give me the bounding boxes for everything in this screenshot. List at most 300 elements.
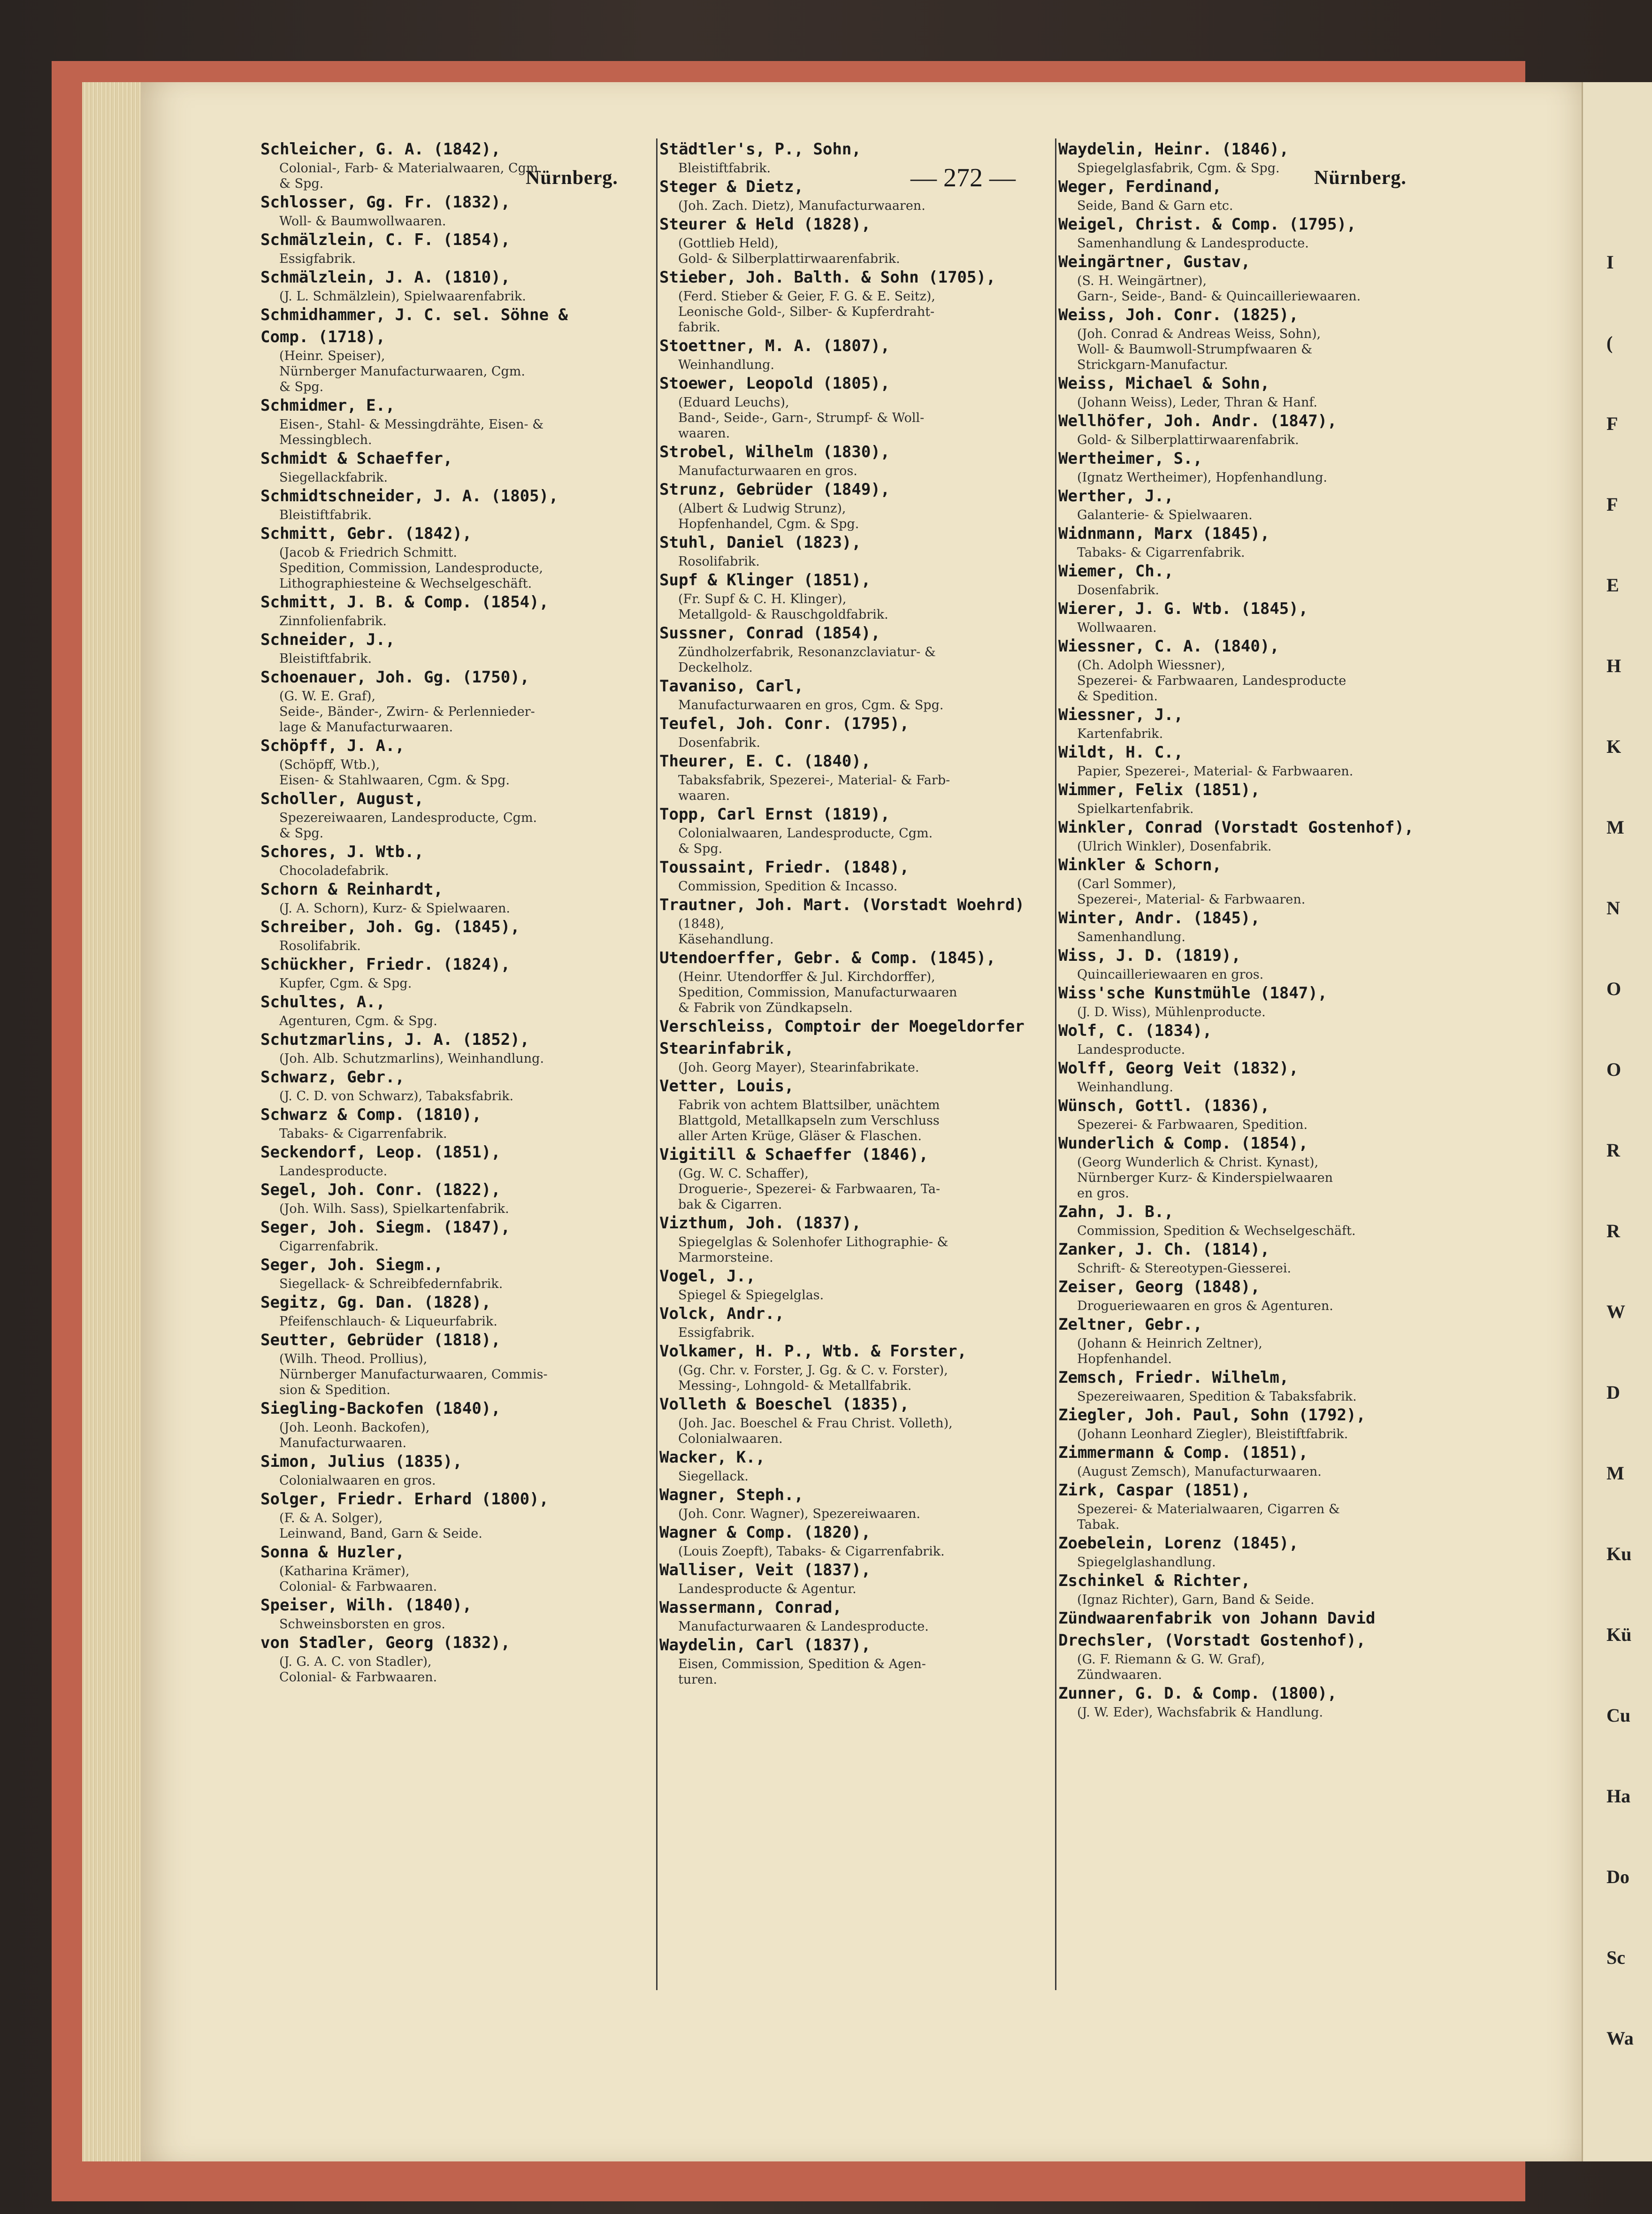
firm-name: Schmitt, Gebr. (1842), <box>260 524 472 543</box>
directory-entry <box>659 1075 1040 1144</box>
firm-name: Wacker, K., <box>659 1448 765 1467</box>
firm-detail: Spiegelglasfabrik, Cgm. & Spg. <box>1077 161 1280 176</box>
firm-detail: lage & Manufacturwaaren. <box>279 720 453 735</box>
directory-entry <box>1058 1367 1431 1404</box>
firm-detail: Samenhandlung. <box>1077 930 1186 944</box>
firm-name: Wildt, H. C., <box>1058 743 1184 762</box>
firm-detail: (Joh. Conrad & Andreas Weiss, Sohn), <box>1077 327 1321 341</box>
directory-entry <box>1058 854 1431 907</box>
firm-detail: (Louis Zoepft), Tabaks- & Cigarrenfabrik. <box>678 1544 945 1559</box>
firm-name: Stieber, Joh. Balth. & Sohn (1705), <box>659 268 996 287</box>
directory-entry <box>260 629 641 666</box>
firm-detail: Manufacturwaaren & Landesproducte. <box>678 1619 929 1634</box>
firm-name: Toussaint, Friedr. (1848), <box>659 858 910 877</box>
directory-entry <box>659 441 1040 479</box>
firm-detail: (J. L. Schmälzlein), Spielwaarenfabrik. <box>279 289 526 304</box>
firm-detail: Nürnberger Kurz- & Kinderspielwaaren <box>1077 1171 1333 1185</box>
firm-detail: Colonialwaaren. <box>678 1432 783 1446</box>
firm-name: Wiss, J. D. (1819), <box>1058 946 1241 965</box>
adjacent-page-letter: E <box>1606 575 1619 596</box>
firm-name: Vetter, Louis, <box>659 1077 794 1096</box>
firm-detail: Messingblech. <box>279 433 372 447</box>
directory-entry <box>260 1398 641 1451</box>
firm-name: Seger, Joh. Siegm., <box>260 1256 443 1274</box>
firm-name: Waydelin, Heinr. (1846), <box>1058 140 1289 159</box>
directory-column-3 <box>1058 138 1431 1720</box>
firm-name: Stearinfabrik, <box>659 1039 794 1058</box>
directory-entry <box>260 991 641 1029</box>
firm-name: Schmidt & Schaeffer, <box>260 449 453 468</box>
firm-detail: (Albert & Ludwig Strunz), <box>678 501 846 516</box>
firm-name: Teufel, Joh. Conr. (1795), <box>659 714 910 733</box>
firm-name: Wagner & Comp. (1820), <box>659 1523 871 1542</box>
firm-detail: Kartenfabrik. <box>1077 727 1163 741</box>
firm-detail: (Johann Leonhard Ziegler), Bleistiftfabrik. <box>1077 1427 1348 1441</box>
directory-entry <box>659 1212 1040 1265</box>
firm-detail: (Katharina Krämer), <box>279 1564 410 1578</box>
firm-detail: Rosolifabrik. <box>678 554 760 569</box>
firm-detail: & Spg. <box>279 380 324 394</box>
adjacent-page-letter: M <box>1606 1463 1624 1484</box>
firm-name: Trautner, Joh. Mart. (Vorstadt Woehrd) <box>659 896 1025 914</box>
firm-detail: Colonialwaaren, Landesproducte, Cgm. <box>678 826 933 841</box>
header-city-right: Nürnberg. <box>1314 167 1407 189</box>
firm-detail: Weinhandlung. <box>678 358 774 372</box>
firm-detail: (Schöpff, Wtb.), <box>279 758 380 772</box>
firm-detail: Colonial- & Farbwaaren. <box>279 1670 437 1685</box>
firm-name: Seutter, Gebrüder (1818), <box>260 1331 501 1349</box>
firm-name: Verschleiss, Comptoir der Moegeldorfer <box>659 1017 1025 1036</box>
firm-detail: Spiegelglashandlung. <box>1077 1555 1216 1570</box>
firm-detail: Zündholzerfabrik, Resonanzclaviatur- & <box>678 645 936 659</box>
adjacent-page-letter: O <box>1606 978 1621 999</box>
firm-name: Topp, Carl Ernst (1819), <box>659 805 890 824</box>
firm-name: Zunner, G. D. & Comp. (1800), <box>1058 1684 1337 1703</box>
firm-name: Winkler, Conrad (Vorstadt Gostenhof), <box>1058 818 1414 837</box>
firm-detail: (Gottlieb Held), <box>678 236 779 251</box>
firm-detail: waaren. <box>678 789 730 803</box>
firm-name: Schores, J. Wtb., <box>260 843 424 861</box>
firm-name: Wimmer, Felix (1851), <box>1058 781 1260 799</box>
firm-detail: Spezereiwaaren, Landesproducte, Cgm. <box>279 811 537 825</box>
firm-detail: Drogueriewaaren en gros & Agenturen. <box>1077 1299 1333 1313</box>
directory-entry <box>659 373 1040 441</box>
adjacent-page-letter: Ku <box>1606 1543 1632 1564</box>
directory-entry <box>1058 214 1431 251</box>
firm-detail: (Ferd. Stieber & Geier, F. G. & E. Seitz), <box>678 289 935 304</box>
firm-name: Wunderlich & Comp. (1854), <box>1058 1134 1308 1153</box>
directory-entry <box>260 138 641 192</box>
firm-detail: (G. F. Riemann & G. W. Graf), <box>1077 1652 1265 1667</box>
column-divider <box>1055 138 1056 1990</box>
directory-entry <box>1058 598 1431 636</box>
firm-detail: Nürnberger Manufacturwaaren, Cgm. <box>279 364 525 379</box>
directory-entry <box>260 1329 641 1398</box>
firm-detail: Leonische Gold-, Silber- & Kupferdraht- <box>678 305 935 319</box>
firm-detail: (Joh. Conr. Wagner), Spezereiwaaren. <box>678 1507 920 1521</box>
firm-name: Supf & Klinger (1851), <box>659 571 871 590</box>
directory-entry <box>659 1144 1040 1212</box>
firm-detail: Commission, Spedition & Incasso. <box>678 879 898 894</box>
firm-name: Schwarz & Comp. (1810), <box>260 1105 482 1124</box>
firm-name: Seckendorf, Leop. (1851), <box>260 1143 501 1162</box>
directory-entry <box>1058 138 1431 176</box>
firm-detail: Landesproducte & Agentur. <box>678 1582 857 1596</box>
firm-detail: Wollwaaren. <box>1077 621 1157 635</box>
firm-name: Siegling-Backofen (1840), <box>260 1399 501 1418</box>
directory-entry <box>260 485 641 523</box>
firm-name: Schmidtschneider, J. A. (1805), <box>260 487 558 506</box>
directory-entry <box>1058 373 1431 410</box>
adjacent-page-letter: W <box>1606 1301 1625 1322</box>
directory-entry <box>260 916 641 954</box>
firm-detail: Blattgold, Metallkapseln zum Verschluss <box>678 1113 940 1128</box>
firm-detail: Papier, Spezerei-, Material- & Farbwaaren. <box>1077 764 1354 779</box>
firm-name: Scholler, August, <box>260 789 424 808</box>
directory-entry <box>1058 410 1431 448</box>
firm-detail: Seide-, Bänder-, Zwirn- & Perlennieder- <box>279 705 535 719</box>
firm-detail: Zündwaaren. <box>1077 1668 1162 1682</box>
directory-entry <box>260 1179 641 1217</box>
directory-entry <box>1058 523 1431 560</box>
firm-name: Steurer & Held (1828), <box>659 215 871 234</box>
firm-detail: (1848), <box>678 917 725 931</box>
directory-entry <box>1058 945 1431 982</box>
firm-name: Schückher, Friedr. (1824), <box>260 955 511 974</box>
firm-detail: Essigfabrik. <box>279 252 356 266</box>
firm-name: Stuhl, Daniel (1823), <box>659 533 861 552</box>
adjacent-page-letter: R <box>1606 1220 1620 1241</box>
directory-entry <box>260 1029 641 1066</box>
firm-detail: Käsehandlung. <box>678 932 774 947</box>
firm-name: Zahn, J. B., <box>1058 1203 1174 1221</box>
firm-detail: Fabrik von achtem Blattsilber, unächtem <box>678 1098 940 1112</box>
firm-detail: (Wilh. Theod. Prollius), <box>279 1352 428 1366</box>
directory-entry <box>260 1292 641 1329</box>
directory-entry <box>260 1217 641 1254</box>
firm-detail: Leinwand, Band, Garn & Seide. <box>279 1526 482 1541</box>
firm-detail: Essigfabrik. <box>678 1325 755 1340</box>
firm-name: Wünsch, Gottl. (1836), <box>1058 1096 1270 1115</box>
adjacent-page-letter: H <box>1606 655 1621 676</box>
firm-detail: Manufacturwaaren en gros. <box>678 464 857 478</box>
firm-detail: bak & Cigarren. <box>678 1197 782 1212</box>
directory-entry <box>1058 1133 1431 1201</box>
header-city-left: Nürnberg. <box>526 167 618 189</box>
firm-detail: (Gg. Chr. v. Forster, J. Gg. & C. v. Forster), <box>678 1363 948 1378</box>
directory-column-2 <box>659 138 1040 1687</box>
firm-detail: Tabak. <box>1077 1517 1120 1532</box>
firm-detail: (Heinr. Utendorffer & Jul. Kirchdorffer), <box>678 970 935 984</box>
directory-entry <box>1058 779 1431 817</box>
directory-entry <box>260 954 641 991</box>
firm-detail: Strickgarn-Manufactur. <box>1077 358 1228 372</box>
firm-detail: & Fabrik von Zündkapseln. <box>678 1001 853 1015</box>
directory-entry <box>1058 1479 1431 1532</box>
firm-name: Schmidmer, E., <box>260 396 395 415</box>
directory-entry <box>1058 704 1431 742</box>
directory-entry <box>1058 1630 1431 1683</box>
firm-name: Schwarz, Gebr., <box>260 1068 405 1087</box>
firm-detail: (Joh. Alb. Schutzmarlins), Weinhandlung. <box>279 1051 544 1066</box>
firm-detail: Manufacturwaaren en gros, Cgm. & Spg. <box>678 698 944 712</box>
firm-detail: Siegellackfabrik. <box>279 470 388 485</box>
firm-name: Wassermann, Conrad, <box>659 1598 842 1617</box>
firm-detail: Eisen-, Stahl- & Messingdrähte, Eisen- & <box>279 417 544 432</box>
firm-name: Weiss, Joh. Conr. (1825), <box>1058 306 1299 324</box>
firm-detail: Metallgold- & Rauschgoldfabrik. <box>678 607 888 622</box>
firm-detail: Agenturen, Cgm. & Spg. <box>279 1014 437 1028</box>
firm-name: Wierer, J. G. Wtb. (1845), <box>1058 599 1308 618</box>
firm-name: Schultes, A., <box>260 993 386 1011</box>
firm-name: Weingärtner, Gustav, <box>1058 253 1251 271</box>
firm-detail: Band-, Seide-, Garn-, Strumpf- & Woll- <box>678 411 925 425</box>
adjacent-page-letter: O <box>1606 1059 1621 1080</box>
firm-name: Schutzmarlins, J. A. (1852), <box>260 1030 530 1049</box>
firm-name: Widnmann, Marx (1845), <box>1058 524 1270 543</box>
firm-detail: (J. A. Schorn), Kurz- & Spielwaaren. <box>279 901 510 916</box>
directory-entry <box>1058 1683 1431 1720</box>
directory-entry <box>260 841 641 879</box>
firm-detail: (Jacob & Friedrich Schmitt. <box>279 545 458 560</box>
firm-detail: Hopfenhandel. <box>1077 1352 1172 1366</box>
directory-entry <box>1058 907 1431 945</box>
firm-name: Wagner, Steph., <box>659 1486 804 1504</box>
firm-detail: Spedition, Commission, Manufacturwaaren <box>678 985 957 1000</box>
directory-entry <box>260 1451 641 1488</box>
directory-entry <box>260 326 641 395</box>
firm-detail: (Ch. Adolph Wiessner), <box>1077 658 1225 673</box>
firm-name: von Stadler, Georg (1832), <box>260 1633 511 1652</box>
directory-entry <box>1058 176 1431 214</box>
firm-detail: Tabaksfabrik, Spezerei-, Material- & Farb- <box>678 773 950 788</box>
firm-name: Segitz, Gg. Dan. (1828), <box>260 1293 491 1312</box>
firm-detail: Siegellack. <box>678 1469 749 1484</box>
firm-detail: Eisen- & Stahlwaaren, Cgm. & Spg. <box>279 773 510 788</box>
directory-entry <box>659 1559 1040 1597</box>
firm-name: Segel, Joh. Conr. (1822), <box>260 1180 501 1199</box>
firm-detail: (Ulrich Winkler), Dosenfabrik. <box>1077 839 1272 854</box>
firm-name: Wolff, Georg Veit (1832), <box>1058 1059 1299 1078</box>
firm-detail: (August Zemsch), Manufacturwaaren. <box>1077 1464 1322 1479</box>
firm-name: Zimmermann & Comp. (1851), <box>1058 1443 1308 1462</box>
firm-detail: (S. H. Weingärtner), <box>1077 274 1207 288</box>
directory-entry <box>260 448 641 485</box>
firm-name: Volck, Andr., <box>659 1304 785 1323</box>
firm-detail: Cigarrenfabrik. <box>279 1239 379 1254</box>
adjacent-page-letter: Sc <box>1606 1947 1625 1968</box>
firm-name: Theurer, E. C. (1840), <box>659 752 871 771</box>
firm-name: Schöpff, J. A., <box>260 736 405 755</box>
firm-name: Volleth & Boeschel (1835), <box>659 1395 910 1414</box>
firm-name: Walliser, Veit (1837), <box>659 1561 871 1579</box>
firm-name: Sonna & Huzler, <box>260 1543 405 1562</box>
directory-entry <box>659 1394 1040 1447</box>
firm-name: Zoebelein, Lorenz (1845), <box>1058 1534 1299 1553</box>
firm-detail: Hopfenhandel, Cgm. & Spg. <box>678 517 859 531</box>
firm-detail: & Spg. <box>678 842 723 856</box>
firm-name: Schoenauer, Joh. Gg. (1750), <box>260 668 530 687</box>
firm-detail: (Joh. Zach. Dietz), Manufacturwaaren. <box>678 199 925 213</box>
firm-name: Ziegler, Joh. Paul, Sohn (1792), <box>1058 1406 1366 1425</box>
firm-name: Schmälzlein, C. F. (1854), <box>260 230 511 249</box>
firm-detail: Spielkartenfabrik. <box>1077 802 1194 816</box>
firm-name: Zirk, Caspar (1851), <box>1058 1481 1251 1500</box>
firm-detail: Zinnfolienfabrik. <box>279 614 387 628</box>
firm-name: Winkler & Schorn, <box>1058 856 1222 874</box>
firm-detail: Tabaks- & Cigarrenfabrik. <box>1077 545 1245 560</box>
firm-detail: (Johann & Heinrich Zeltner), <box>1077 1336 1262 1351</box>
firm-detail: Tabaks- & Cigarrenfabrik. <box>279 1126 447 1141</box>
directory-entry <box>659 1447 1040 1484</box>
firm-detail: (Carl Sommer), <box>1077 877 1177 891</box>
firm-detail: Pfeifenschlauch- & Liqueurfabrik. <box>279 1314 497 1329</box>
firm-detail: Spedition, Commission, Landesproducte, <box>279 561 543 575</box>
directory-entry <box>260 192 641 229</box>
firm-detail: (J. G. A. C. von Stadler), <box>279 1655 432 1669</box>
firm-name: Vigitill & Schaeffer (1846), <box>659 1145 929 1164</box>
firm-detail: Spezerei- & Farbwaaren, Spedition. <box>1077 1118 1308 1132</box>
firm-detail: Spezerei- & Farbwaaren, Landesproducte <box>1077 674 1346 688</box>
firm-detail: Lithographiesteine & Wechselgeschäft. <box>279 576 532 591</box>
directory-entry <box>659 1634 1040 1687</box>
firm-detail: Deckelholz. <box>678 660 753 675</box>
directory-entry <box>260 735 641 788</box>
firm-name: Weger, Ferdinand, <box>1058 177 1222 196</box>
firm-detail: Landesproducte. <box>279 1164 388 1179</box>
directory-entry <box>659 1341 1040 1394</box>
firm-detail: Kupfer, Cgm. & Spg. <box>279 976 412 991</box>
firm-name: Vogel, J., <box>659 1267 756 1286</box>
firm-detail: Galanterie- & Spielwaaren. <box>1077 508 1253 522</box>
firm-name: Schmälzlein, J. A. (1810), <box>260 268 511 287</box>
firm-name: Comp. (1718), <box>260 328 386 346</box>
firm-detail: Spiegelglas & Solenhofer Lithographie- & <box>678 1235 948 1249</box>
firm-detail: Eisen, Commission, Spedition & Agen- <box>678 1657 926 1671</box>
firm-detail: Siegellack- & Schreibfedernfabrik. <box>279 1277 503 1291</box>
firm-name: Utendoerffer, Gebr. & Comp. (1845), <box>659 949 996 967</box>
directory-entry <box>1058 485 1431 523</box>
firm-name: Solger, Friedr. Erhard (1800), <box>260 1490 549 1509</box>
column-divider <box>656 138 658 1990</box>
directory-entry <box>659 857 1040 894</box>
directory-entry <box>659 804 1040 857</box>
firm-detail: Samenhandlung & Landesproducte. <box>1077 236 1309 251</box>
firm-detail: (J. D. Wiss), Mühlenproducte. <box>1077 1005 1266 1019</box>
directory-entry <box>659 622 1040 675</box>
directory-entry <box>260 666 641 735</box>
adjacent-page-letter: I <box>1606 252 1614 273</box>
firm-name: Steger & Dietz, <box>659 177 804 196</box>
directory-entry <box>260 1632 641 1685</box>
adjacent-page-letter: Cu <box>1606 1705 1631 1726</box>
firm-detail: Garn-, Seide-, Band- & Quincailleriewaaren. <box>1077 289 1361 304</box>
directory-column-1 <box>260 138 641 1685</box>
firm-detail: Gold- & Silberplattirwaarenfabrik. <box>1077 433 1299 447</box>
firm-name: Vizthum, Joh. (1837), <box>659 1214 861 1233</box>
firm-detail: (J. W. Eder), Wachsfabrik & Handlung. <box>1077 1705 1323 1720</box>
directory-entry <box>659 267 1040 335</box>
firm-detail: Manufacturwaaren. <box>279 1436 407 1450</box>
firm-name: Zemsch, Friedr. Wilhelm, <box>1058 1368 1289 1387</box>
firm-detail: Schrift- & Stereotypen-Giesserei. <box>1077 1261 1292 1276</box>
firm-detail: fabrik. <box>678 320 720 335</box>
firm-detail: (Joh. Leonh. Backofen), <box>279 1420 430 1435</box>
firm-detail: Droguerie-, Spezerei- & Farbwaaren, Ta- <box>678 1182 941 1196</box>
firm-name: Strobel, Wilhelm (1830), <box>659 443 890 461</box>
directory-entry <box>1058 1442 1431 1479</box>
firm-detail: Messing-, Lohngold- & Metallfabrik. <box>678 1379 912 1393</box>
adjacent-page-letter: Wa <box>1606 2028 1634 2049</box>
firm-detail: Landesproducte. <box>1077 1042 1185 1057</box>
directory-entry <box>1058 1057 1431 1095</box>
adjacent-page-letter: Ha <box>1606 1785 1631 1807</box>
directory-entry <box>260 1141 641 1179</box>
firm-detail: Woll- & Baumwoll-Strumpfwaaren & <box>1077 342 1313 357</box>
directory-entry <box>260 304 641 326</box>
firm-name: Stoewer, Leopold (1805), <box>659 374 890 393</box>
firm-name: Schmidhammer, J. C. sel. Söhne & <box>260 306 568 324</box>
firm-name: Seger, Joh. Siegm. (1847), <box>260 1218 511 1237</box>
firm-name: Zschinkel & Richter, <box>1058 1571 1251 1590</box>
directory-entry <box>659 176 1040 214</box>
firm-detail: Chocoladefabrik. <box>279 864 389 878</box>
firm-detail: Quincailleriewaaren en gros. <box>1077 967 1264 982</box>
firm-detail: (Joh. Jac. Boeschel & Frau Christ. Volleth), <box>678 1416 953 1431</box>
directory-entry <box>260 788 641 841</box>
firm-name: Tavaniso, Carl, <box>659 677 804 696</box>
firm-name: Zeiser, Georg (1848), <box>1058 1278 1260 1296</box>
directory-entry <box>1058 1201 1431 1239</box>
adjacent-page-letter: D <box>1606 1382 1620 1403</box>
directory-entry <box>1058 1276 1431 1314</box>
firm-name: Wiss'sche Kunstmühle (1847), <box>1058 984 1328 1003</box>
firm-detail: (Heinr. Speiser), <box>279 349 385 363</box>
firm-detail: Weinhandlung. <box>1077 1080 1173 1095</box>
firm-detail: (Fr. Supf & C. H. Klinger), <box>678 592 847 606</box>
directory-entry <box>1058 560 1431 598</box>
firm-detail: (J. C. D. von Schwarz), Tabaksfabrik. <box>279 1089 514 1103</box>
firm-detail: Schweinsborsten en gros. <box>279 1617 445 1632</box>
directory-entry <box>1058 1095 1431 1133</box>
firm-name: Waydelin, Carl (1837), <box>659 1636 871 1655</box>
directory-entry <box>659 675 1040 713</box>
firm-detail: Seide, Band & Garn etc. <box>1077 199 1233 213</box>
firm-name: Schlosser, Gg. Fr. (1832), <box>260 193 511 212</box>
firm-name: Schleicher, G. A. (1842), <box>260 140 501 159</box>
firm-name: Volkamer, H. P., Wtb. & Forster, <box>659 1342 967 1361</box>
directory-entry <box>260 267 641 304</box>
firm-name: Schreiber, Joh. Gg. (1845), <box>260 918 520 936</box>
adjacent-page-letter: K <box>1606 736 1621 757</box>
directory-entry <box>260 1541 641 1594</box>
firm-detail: Colonial-, Farb- & Materialwaaren, Cgm. <box>279 161 543 176</box>
firm-name: Winter, Andr. (1845), <box>1058 909 1260 927</box>
firm-detail: Spiegel & Spiegelglas. <box>678 1288 824 1302</box>
firm-detail: Rosolifabrik. <box>279 939 361 953</box>
adjacent-page-letter: R <box>1606 1140 1620 1161</box>
firm-detail: (Georg Wunderlich & Christ. Kynast), <box>1077 1155 1319 1170</box>
firm-detail: Marmorsteine. <box>678 1250 773 1265</box>
adjacent-page-letter: ( <box>1606 332 1613 353</box>
directory-entry <box>659 138 1040 176</box>
directory-entry <box>1058 1570 1431 1608</box>
firm-detail: Dosenfabrik. <box>1077 583 1159 598</box>
firm-detail: (Ignaz Richter), Garn, Band & Seide. <box>1077 1593 1315 1607</box>
firm-name: Drechsler, (Vorstadt Gostenhof), <box>1058 1631 1366 1650</box>
directory-entry <box>260 1254 641 1292</box>
firm-detail: Spezereiwaaren, Spedition & Tabaksfabrik. <box>1077 1389 1357 1404</box>
